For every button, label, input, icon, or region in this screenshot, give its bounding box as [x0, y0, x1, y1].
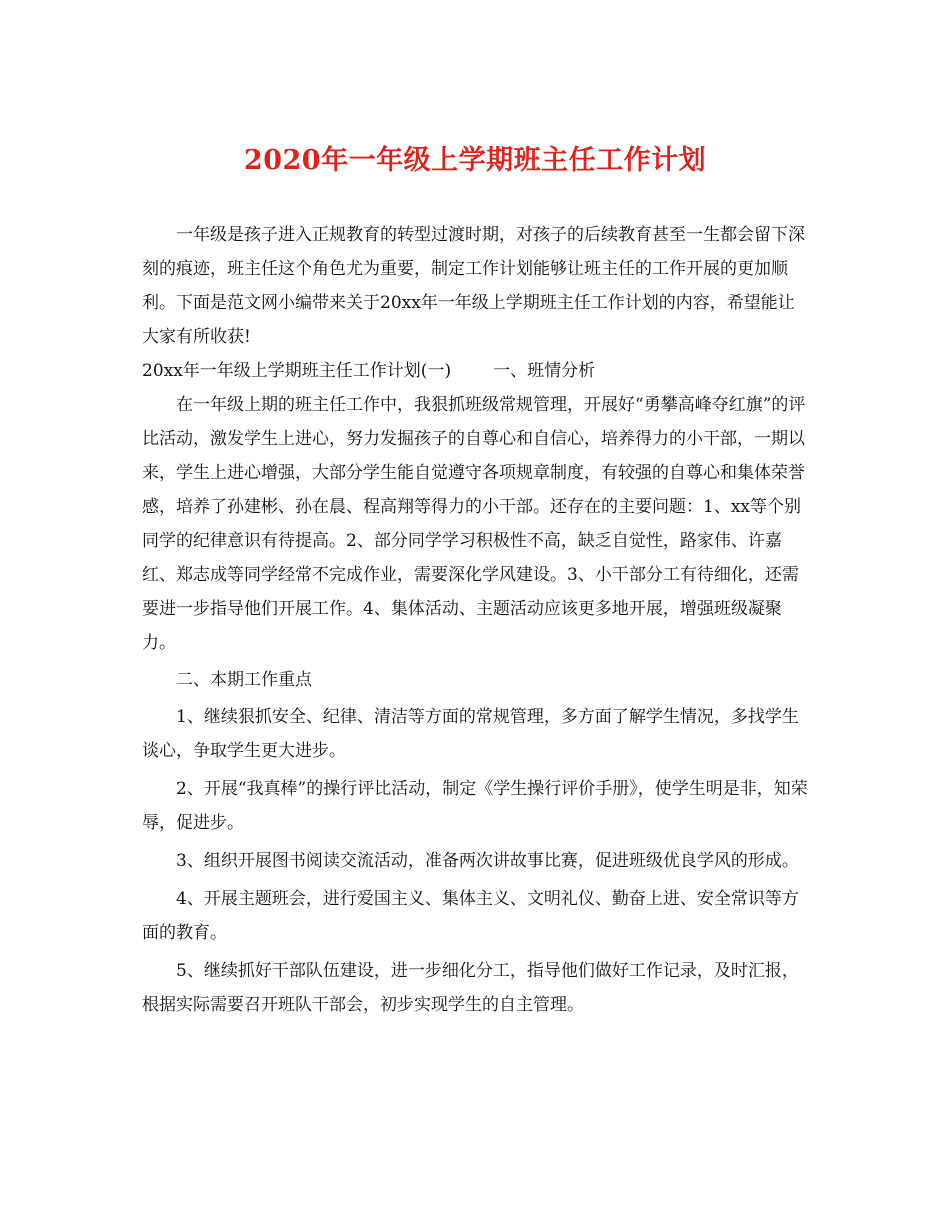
focus-point: 1、继续狠抓安全、纪律、清洁等方面的常规管理，多方面了解学生情况，多找学生谈心，争取学生更大进步。: [142, 707, 799, 761]
focus-point: 2、开展“我真棒”的操行评比活动，制定《学生操行评价手册》，使学生明是非，知荣辱，促进步。: [142, 779, 808, 833]
section-title-focus: 二、本期工作重点: [176, 670, 312, 690]
focus-point: 3、组织开展图书阅读交流活动，准备两次讲故事比赛，促进班级优良学风的形成。: [176, 851, 799, 871]
plan-subheading: 20xx年一年级上学期班主任工作计划(一): [142, 361, 452, 381]
section-title-analysis: 一、班情分析: [493, 361, 596, 381]
analysis-paragraph: 在一年级上期的班主任工作中，我狠抓班级常规管理，开展好“勇攀高峰夺红旗”的评比活动，激发学生上进心，努力发掘孩子的自尊心和自信心，培养得力的小干部，一期以来，学生上进心增强，大部分学生能自觉遵守各项规章制度，有较强的自尊心和集体荣誉感，培养了孙建彬、孙在晨、程高翔等得力的小干部。还存在的主要问题：1、xx等个别同学的纪律意识有待提高。2、部分同学学习积极性不高，缺乏自觉性，路家伟、许嘉红、郑志成等同学经常不完成作业，需要深化学风建设。3、小干部分工有待细化，还需要进一步指导他们开展工作。4、集体活动、主题活动应该更多地开展，增强班级凝聚力。: [142, 395, 806, 653]
sub-heading-line: [142, 354, 810, 388]
document-title: 2020年一年级上学期班主任工作计划: [243, 145, 707, 176]
document-body: [142, 218, 810, 1022]
focus-point: 5、继续抓好干部队伍建设，进一步细化分工，指导他们做好工作记录，及时汇报，根据实际需要召开班队干部会，初步实现学生的自主管理。: [142, 961, 799, 1015]
focus-point: 4、开展主题班会，进行爱国主义、集体主义、文明礼仪、勤奋上进、安全常识等方面的教育。: [142, 889, 799, 943]
intro-paragraph: 一年级是孩子进入正规教育的转型过渡时期，对孩子的后续教育甚至一生都会留下深刻的痕迹，班主任这个角色尤为重要，制定工作计划能够让班主任的工作开展的更加顺利。下面是范文网小编带来关于20xx年一年级上学期班主任工作计划的内容，希望能让大家有所收获!: [142, 225, 805, 347]
